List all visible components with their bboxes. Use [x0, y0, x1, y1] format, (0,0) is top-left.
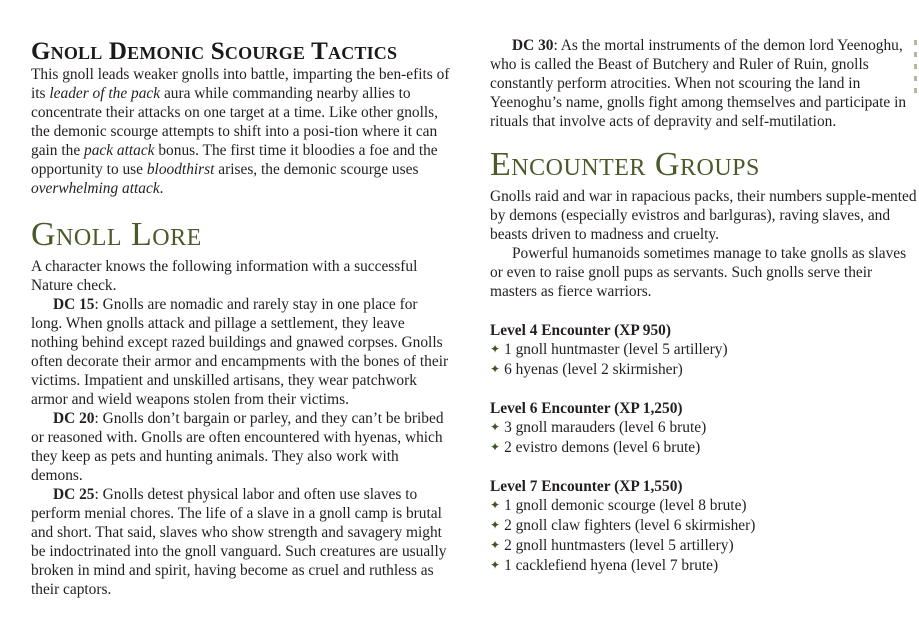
encounter-item-text: 3 gnoll marauders (level 6 brute)	[504, 419, 707, 436]
tactics-text: arises, the demonic scourge uses	[214, 161, 419, 178]
encounter-item-text: 1 cacklefiend hyena (level 7 brute)	[504, 557, 719, 574]
left-column	[31, 0, 451, 599]
tactics-text: aura while commanding nearby allies to concentrate their attacks on one target at a time. Like other gnolls, the demonic scourge attempts to shift into a posi-tion where it can gain the	[31, 85, 438, 159]
dc-text: : Gnolls are nomadic and rarely stay in one place for long. When gnolls attack and pillage a settlement, they leave nothing behind except razed buildings and gnawed corpses. Gnolls often decorate their armor and encampments with the bones of their victims. Impatient and unskilled artisans, they wear patchwork armor and wield weapons stolen from their victims.	[31, 296, 449, 408]
tactics-text: bonus. The first time it bloodies a foe and the opportunity to use	[31, 142, 438, 178]
encounters-paragraph: Powerful humanoids sometimes manage to take gnolls as slaves or even to raise gnoll pups as servants. Such gnolls serve their masters as fierce warriors.	[490, 245, 907, 300]
dc-text: : Gnolls detest physical labor and often use slaves to perform menial chores. The life of a slave in a gnoll camp is brutal and short. That said, slaves who show strength and savagery might be indoctrinated into the gnoll vanguard. Such creatures are usually broken in mind and spirit, having become as cruel and ruthless as their captors.	[31, 486, 447, 598]
diamond-bullet-icon: ✦	[490, 518, 501, 532]
lore-entry-dc30	[490, 36, 919, 131]
dc-label: DC 30	[512, 37, 554, 54]
lore-entry-dc15	[31, 295, 451, 409]
right-column	[490, 0, 919, 576]
encounter-group	[490, 477, 919, 576]
lore-entry-dc25	[31, 485, 451, 599]
diamond-bullet-icon: ✦	[490, 342, 501, 356]
tactics-text: This gnoll leads weaker gnolls into battle, imparting the ben-efits of its	[31, 66, 450, 102]
encounter-item	[490, 536, 919, 556]
encounter-item	[490, 360, 919, 380]
encounter-item	[490, 516, 919, 536]
encounter-group	[490, 399, 919, 458]
tactics-text: .	[159, 180, 164, 197]
encounter-item-text: 2 evistro demons (level 6 brute)	[504, 439, 701, 456]
dc-label: DC 20	[53, 410, 95, 427]
encounter-item-text: 6 hyenas (level 2 skirmisher)	[504, 361, 683, 378]
encounter-item	[490, 496, 919, 516]
tactics-emphasis: bloodthirst	[146, 161, 215, 178]
dc-text: : As the mortal instruments of the demon lord Yeenoghu, who is called the Beast of Butchery and Ruler of Ruin, gnolls constantly perform atrocities. When not scouring the land in Yeenoghu’s name, gnolls fight among themselves and participate in rituals that involve acts of depravity and self-mutilation.	[490, 37, 907, 130]
tactics-emphasis: leader of the pack	[49, 85, 161, 102]
encounter-groups-heading: Encounter Groups	[490, 146, 760, 183]
dc-label: DC 25	[53, 486, 95, 503]
encounter-item	[490, 556, 919, 576]
tactics-heading: Gnoll Demonic Scourge Tactics	[31, 38, 398, 65]
encounter-item	[490, 418, 919, 438]
lore-entry-dc20	[31, 409, 451, 485]
encounter-item-text: 1 gnoll demonic scourge (level 8 brute)	[504, 497, 747, 514]
dc-text: : Gnolls don’t bargain or parley, and they can’t be bribed or reasoned with. Gnolls are often encountered with hyenas, which they keep as pets and hunting animals. They also work with demons.	[31, 410, 444, 484]
encounter-title: Level 7 Encounter (XP 1,550)	[490, 478, 683, 495]
encounter-item	[490, 438, 919, 458]
tactics-emphasis: pack attack	[84, 142, 155, 159]
diamond-bullet-icon: ✦	[490, 420, 501, 434]
tactics-emphasis: overwhelming attack	[31, 180, 160, 197]
encounter-item-text: 2 gnoll huntmasters (level 5 artillery)	[504, 537, 734, 554]
encounter-item-text: 1 gnoll huntmaster (level 5 artillery)	[504, 341, 728, 358]
encounter-group	[490, 321, 919, 380]
diamond-bullet-icon: ✦	[490, 440, 501, 454]
diamond-bullet-icon: ✦	[490, 558, 501, 572]
dc-label: DC 15	[53, 296, 95, 313]
diamond-bullet-icon: ✦	[490, 498, 501, 512]
diamond-bullet-icon: ✦	[490, 362, 501, 376]
lore-heading: Gnoll Lore	[31, 216, 202, 253]
tactics-paragraph	[31, 65, 451, 198]
encounter-item-text: 2 gnoll claw fighters (level 6 skirmisher)	[504, 517, 756, 534]
encounter-list	[490, 321, 919, 576]
lore-intro: A character knows the following information with a successful Nature check.	[31, 258, 418, 294]
encounter-title: Level 6 Encounter (XP 1,250)	[490, 400, 683, 417]
encounter-title: Level 4 Encounter (XP 950)	[490, 322, 671, 339]
page-edge-marks	[914, 40, 917, 100]
diamond-bullet-icon: ✦	[490, 538, 501, 552]
encounters-intro: Gnolls raid and war in rapacious packs, their numbers supple-mented by demons (especially evistros and barlguras), raving slaves, and beasts driven to madness and cruelty.	[490, 188, 917, 243]
encounter-item	[490, 340, 919, 360]
